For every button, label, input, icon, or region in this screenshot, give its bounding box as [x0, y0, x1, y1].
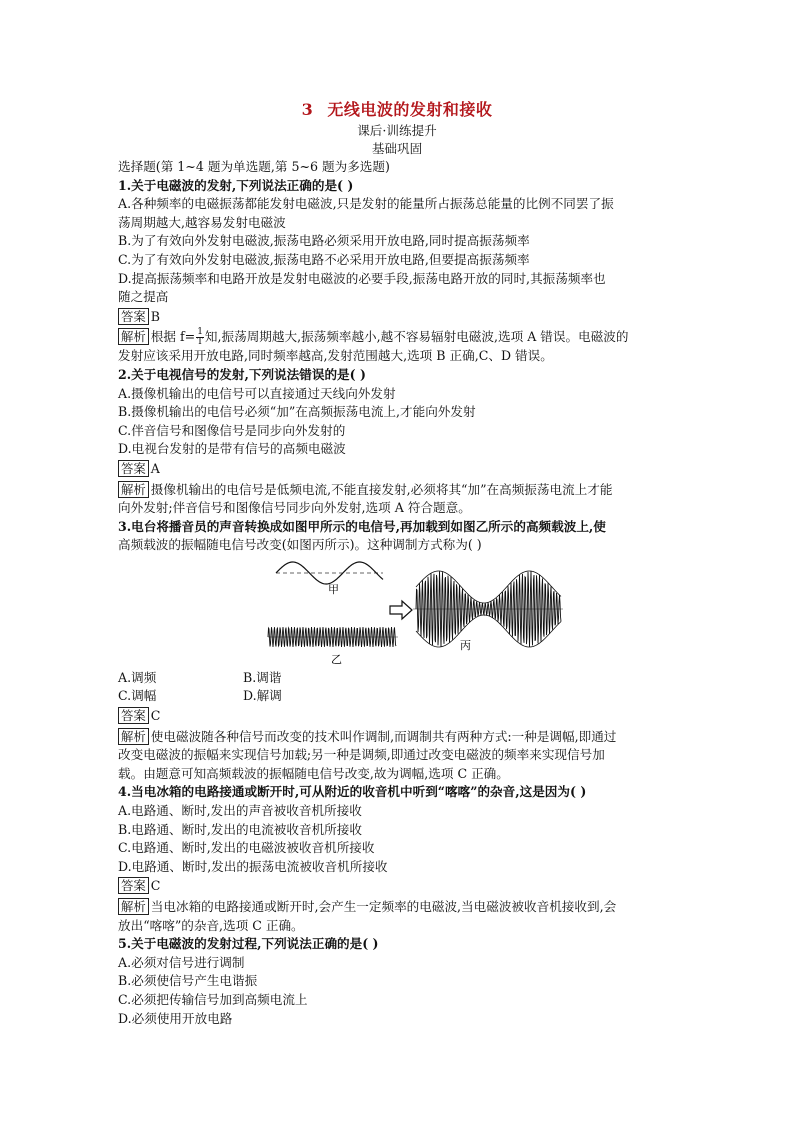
- q3-analysis: 解析 使电磁波随各种信号而改变的技术叫作调制,而调制共有两种方式:一种是调幅,即通过: [118, 728, 676, 747]
- analysis-label: 解析: [118, 898, 149, 915]
- q5-option-c: C.必须把传输信号加到高频电流上: [118, 991, 308, 1007]
- q3-option-a: A.调频: [118, 669, 157, 685]
- arrow-icon: [390, 601, 412, 619]
- answer-label: 答案: [118, 308, 149, 325]
- answer-label: 答案: [118, 707, 149, 724]
- q3-options-row-2: [118, 687, 676, 706]
- q2-option-a: A.摄像机输出的电信号可以直接通过天线向外发射: [118, 385, 396, 401]
- subtitle: 课后·训练提升: [357, 123, 437, 138]
- analysis-label: 解析: [118, 481, 149, 498]
- q1-option-b: B.为了有效向外发射电磁波,振荡电路必须采用开放电路,同时提高振荡频率: [118, 233, 530, 249]
- q2-option-c: C.伴音信号和图像信号是同步向外发射的: [118, 422, 346, 438]
- q1-option-a-cont: 荡周期越大,越容易发射电磁波: [118, 214, 286, 230]
- q1-option-c: C.为了有效向外发射电磁波,振荡电路不必采用开放电路,但要提高振荡频率: [118, 251, 530, 267]
- q1-option-d-cont: 随之提高: [118, 289, 169, 305]
- lesson-number: 3: [301, 100, 314, 119]
- q4-option-c: C.电路通、断时,发出的电磁波被收音机所接收: [118, 840, 375, 856]
- q3-analysis-cont-2: 载。由题意可知高频载波的振幅随电信号改变,故为调幅,选项 C 正确。: [118, 765, 509, 781]
- instruction: 选择题(第 1~4 题为单选题,第 5~6 题为多选题): [118, 159, 390, 174]
- answer-label: 答案: [118, 460, 149, 477]
- lesson-title-text: 无线电波的发射和接收: [327, 100, 493, 119]
- modulation-figure: [118, 557, 676, 667]
- label-yi: 乙: [331, 652, 342, 666]
- modulated-wave-bing: [416, 571, 561, 647]
- modulation-diagram: [118, 557, 676, 667]
- q5-stem: 5.关于电磁波的发射过程,下列说法正确的是( ): [118, 936, 379, 952]
- q3-analysis-cont: 改变电磁波的振幅来实现信号加载;另一种是调频,即通过改变电磁波的频率来实现信号加: [118, 747, 605, 763]
- answer-label: 答案: [118, 877, 149, 894]
- q2-analysis: 解析 摄像机输出的电信号是低频电流,不能直接发射,必须将其“加”在高频振荡电流上才能: [118, 481, 676, 500]
- q4-option-b: B.电路通、断时,发出的电流被收音机所接收: [118, 821, 362, 837]
- q4-analysis-cont: 放出“喀喀”的杂音,选项 C 正确。: [118, 917, 304, 933]
- label-jia: 甲: [328, 582, 339, 596]
- q1-option-d: D.提高振荡频率和电路开放是发射电磁波的必要手段,振荡电路开放的同时,其振荡频率也: [118, 270, 606, 286]
- q2-answer: 答案 A: [118, 460, 676, 479]
- q2-option-d: D.电视台发射的是带有信号的高频电磁波: [118, 441, 346, 457]
- q1-analysis: 解析 根据 f= $\frac{1}{T}$ 知,振荡周期越大,振荡频率越小,越不容易辐射电磁波,选项 A 错误。电磁波的: [118, 328, 676, 347]
- q4-option-d: D.电路通、断时,发出的振荡电流被收音机所接收: [118, 858, 388, 874]
- q4-stem: 4.当电冰箱的电路接通或断开时,可从附近的收音机中听到“喀喀”的杂音,这是因为( ): [118, 784, 587, 800]
- q2-analysis-cont: 向外发射;伴音信号和图像信号同步向外发射,选项 A 符合题意。: [118, 500, 471, 516]
- lesson-title: [118, 98, 676, 122]
- q4-option-a: A.电路通、断时,发出的声音被收音机所接收: [118, 803, 362, 819]
- analysis-label: 解析: [118, 328, 149, 345]
- label-bing: 丙: [460, 638, 471, 652]
- q4-answer: 答案 C: [118, 877, 676, 896]
- q1-answer: 答案 B: [118, 308, 676, 327]
- section-heading: 基础巩固: [371, 141, 423, 156]
- q3-option-b: B.调谐: [243, 669, 282, 685]
- q2-stem: 2.关于电视信号的发射,下列说法错误的是( ): [118, 366, 366, 382]
- fraction-1-over-t: $\frac{1}{T}$: [197, 327, 204, 348]
- q3-stem: 3.电台将播音员的声音转换成如图甲所示的电信号,再加载到如图乙所示的高频载波上,使: [118, 518, 606, 534]
- q5-option-a: A.必须对信号进行调制: [118, 954, 245, 970]
- q3-answer: 答案 C: [118, 707, 676, 726]
- q5-option-b: B.必须使信号产生电谐振: [118, 973, 258, 989]
- q5-option-d: D.必须使用开放电路: [118, 1010, 233, 1026]
- q1-stem: 1.关于电磁波的发射,下列说法正确的是( ): [118, 177, 354, 193]
- q1-analysis-cont: 发射应该采用开放电路,同时频率越高,发射范围越大,选项 B 正确,C、D 错误。: [118, 348, 553, 364]
- q3-option-d: D.解调: [243, 688, 282, 704]
- q2-option-b: B.摄像机输出的电信号必须“加”在高频振荡电流上,才能向外发射: [118, 404, 476, 420]
- analysis-label: 解析: [118, 728, 149, 745]
- q1-option-a: A.各种频率的电磁振荡都能发射电磁波,只是发射的能量所占振荡总能量的比例不同罢了振: [118, 196, 614, 212]
- q4-analysis: 解析 当电冰箱的电路接通或断开时,会产生一定频率的电磁波,当电磁波被收音机接收到,会: [118, 898, 676, 917]
- q3-options-row-1: [118, 669, 676, 688]
- q3-option-c: C.调幅: [118, 688, 157, 704]
- document-page: [118, 98, 676, 1028]
- q3-stem-cont: 高频载波的振幅随电信号改变(如图丙所示)。这种调制方式称为( ): [118, 537, 482, 553]
